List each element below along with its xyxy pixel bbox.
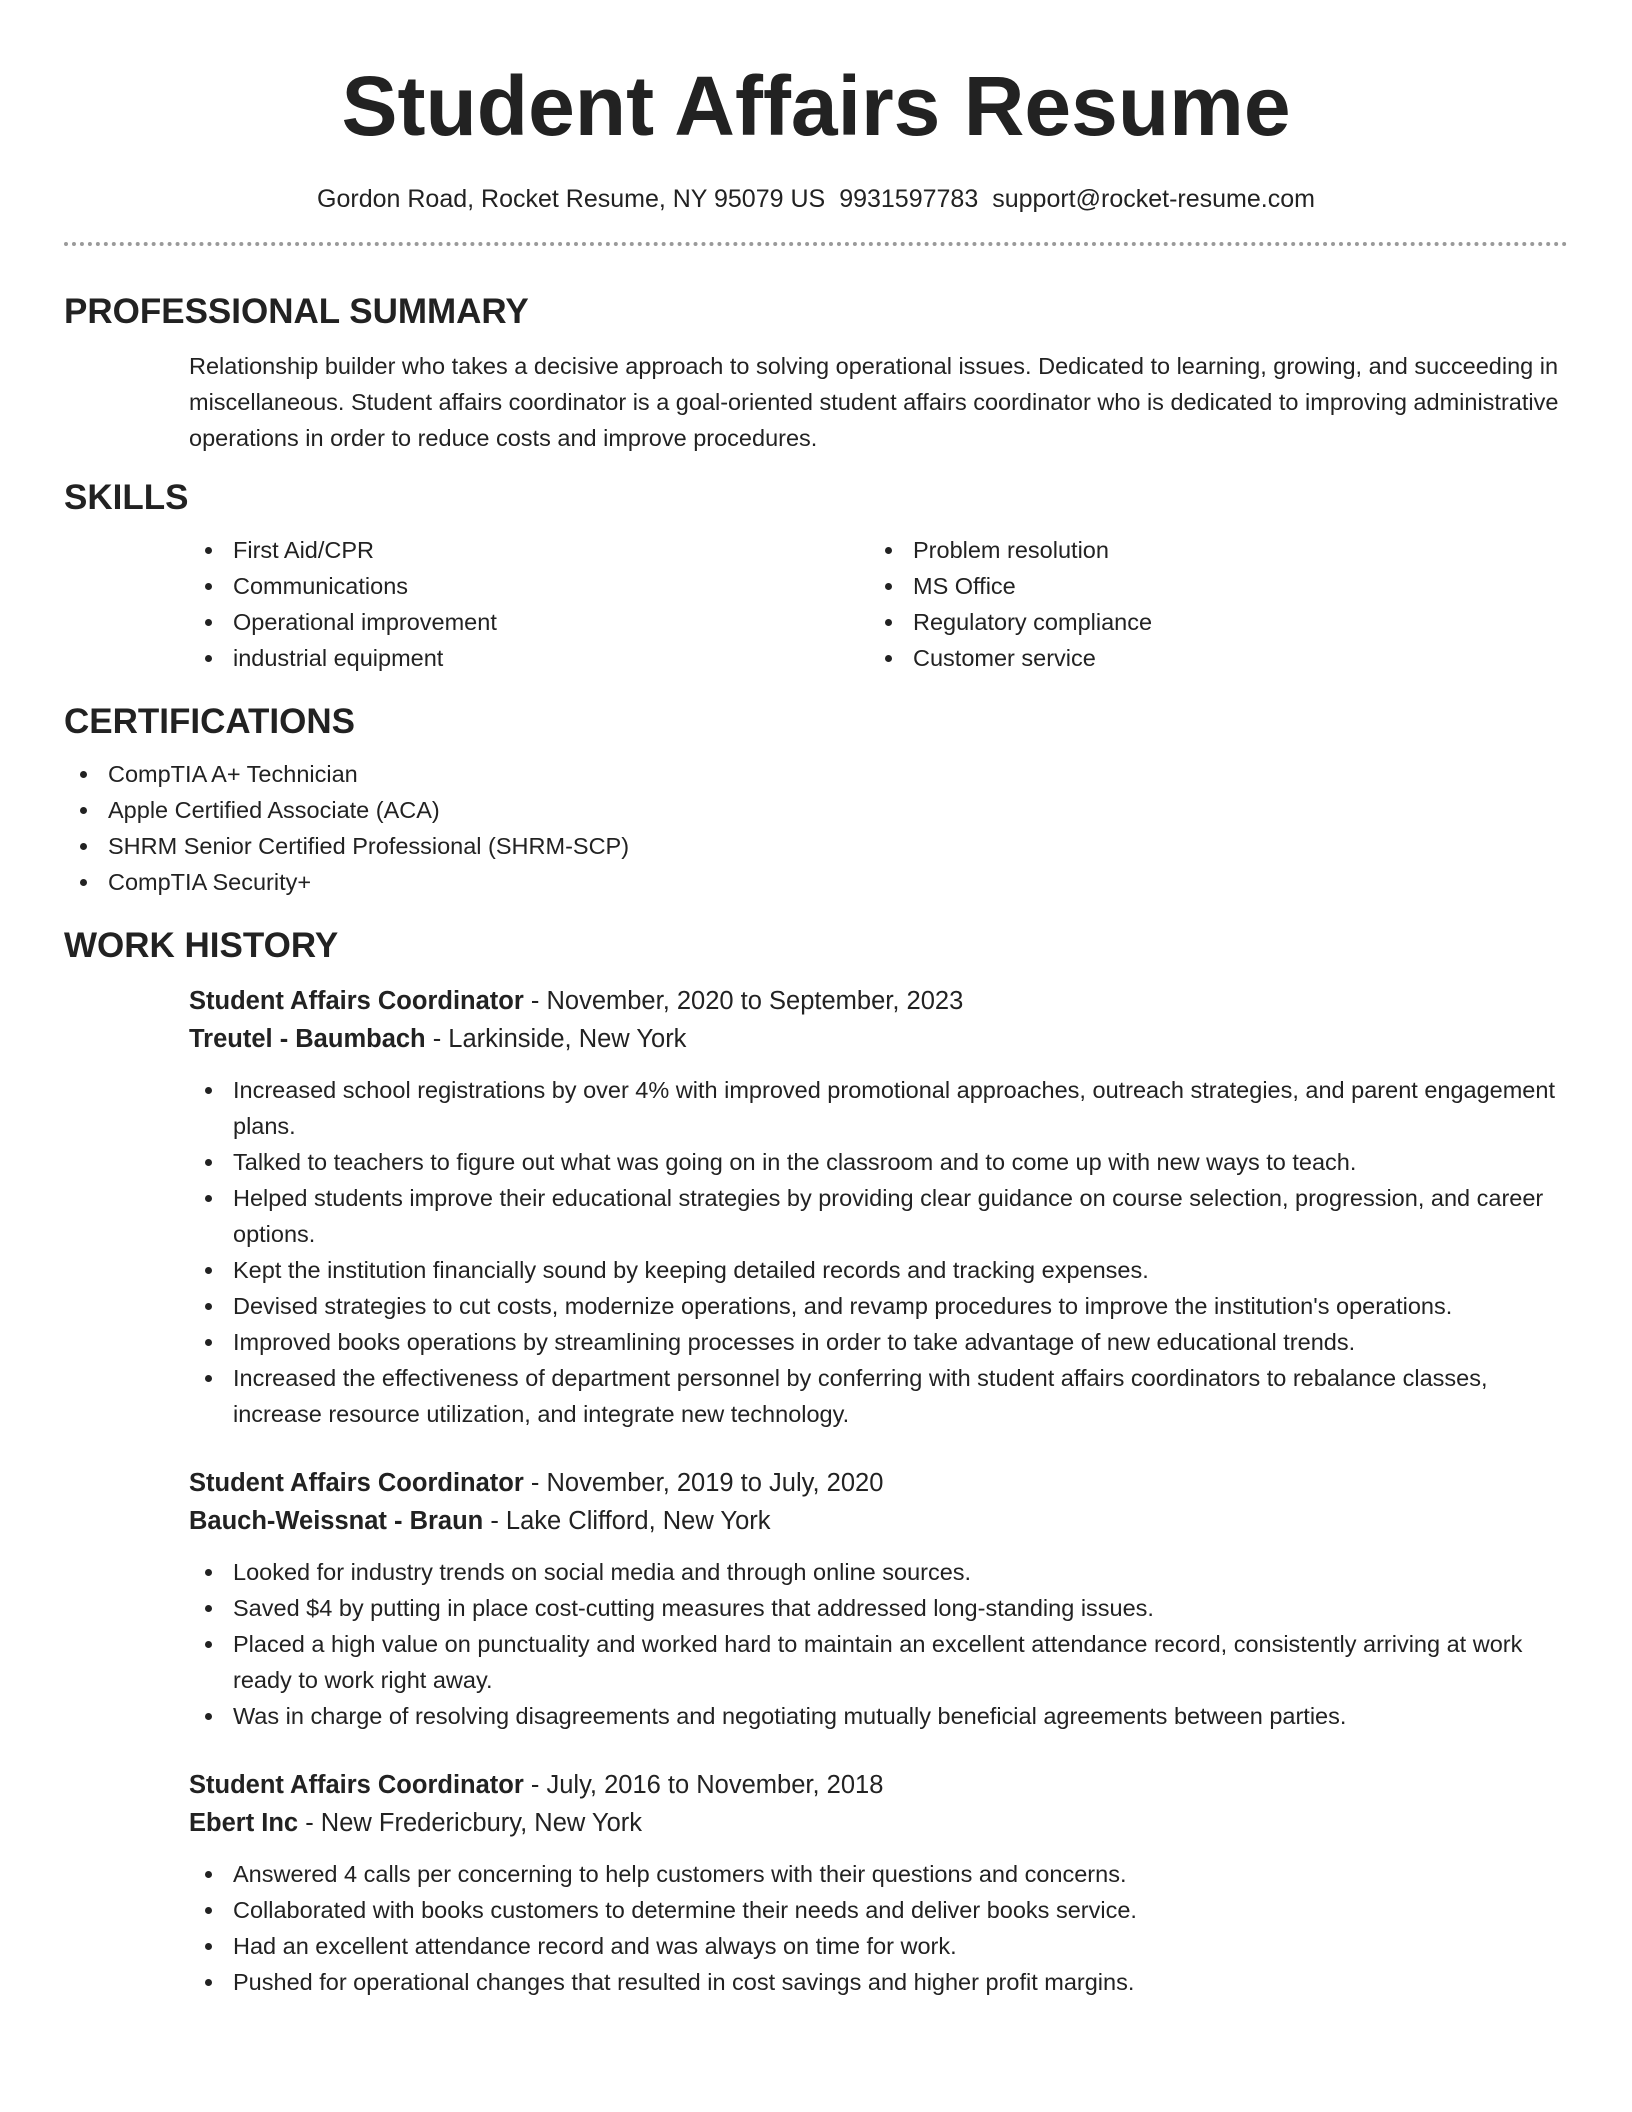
contact-line — [64, 182, 1568, 216]
summary-text: Relationship builder who takes a decisive approach to solving operational issues. Dedicated to learning, growing, and succeeding in miscellaneous. Student affairs coordinator is a goal-oriented student affairs coordinator who is dedicated to improving administrative operations in order to reduce costs and improve procedures. — [189, 353, 1559, 451]
skills-right-list — [869, 532, 1549, 676]
skill-item: Problem resolution — [869, 532, 1549, 568]
certification-item: CompTIA Security+ — [64, 864, 1568, 900]
job-bullet: Placed a high value on punctuality and worked hard to maintain an excellent attendance record, consistently arriving at work ready to work right away. — [189, 1626, 1568, 1698]
job-location: - New Fredericbury, New York — [298, 1809, 643, 1837]
job-dates: - July, 2016 to November, 2018 — [523, 1771, 884, 1799]
job-bullet: Pushed for operational changes that resulted in cost savings and higher profit margins. — [189, 1964, 1568, 2000]
skill-item: Regulatory compliance — [869, 604, 1549, 640]
job-company: Ebert Inc — [189, 1809, 299, 1837]
job-dates: - November, 2019 to July, 2020 — [523, 1469, 884, 1497]
job-company-line — [189, 1804, 1568, 1842]
contact-email: support@rocket-resume.com — [992, 185, 1315, 213]
job-title-line — [189, 982, 1568, 1020]
job-title-line — [189, 1464, 1568, 1502]
job-bullets — [189, 1072, 1568, 1432]
job-bullet: Had an excellent attendance record and was always on time for work. — [189, 1928, 1568, 1964]
job-bullet: Increased the effectiveness of department personnel by conferring with student affairs coordinators to rebalance classes, increase resource utilization, and integrate new technology. — [189, 1360, 1568, 1432]
job-bullets — [189, 1554, 1568, 1734]
job-bullet: Saved $4 by putting in place cost-cutting measures that addressed long-standing issues. — [189, 1590, 1568, 1626]
job-bullet: Looked for industry trends on social media and through online sources. — [189, 1554, 1568, 1590]
certification-item: Apple Certified Associate (ACA) — [64, 792, 1568, 828]
skill-item: MS Office — [869, 568, 1549, 604]
contact-address: Gordon Road, Rocket Resume, NY 95079 US — [317, 185, 826, 213]
contact-phone: 9931597783 — [839, 185, 979, 213]
skills-heading: SKILLS — [64, 478, 189, 517]
job-bullet: Increased school registrations by over 4% with improved promotional approaches, outreach strategies, and parent engagement plans. — [189, 1072, 1568, 1144]
job-bullet: Answered 4 calls per concerning to help customers with their questions and concerns. — [189, 1856, 1568, 1892]
skill-item: industrial equipment — [189, 640, 869, 676]
job-title: Student Affairs Coordinator — [189, 1469, 524, 1497]
certifications-heading: CERTIFICATIONS — [64, 702, 356, 741]
job-entry — [189, 1766, 1568, 2000]
skill-item: Operational improvement — [189, 604, 869, 640]
job-bullet: Talked to teachers to figure out what was going on in the classroom and to come up with new ways to teach. — [189, 1144, 1568, 1180]
job-bullet: Helped students improve their educational strategies by providing clear guidance on course selection, progression, and career options. — [189, 1180, 1568, 1252]
job-bullet: Improved books operations by streamlining processes in order to take advantage of new educational trends. — [189, 1324, 1568, 1360]
job-bullet: Devised strategies to cut costs, modernize operations, and revamp procedures to improve the institution's operations. — [189, 1288, 1568, 1324]
job-location: - Larkinside, New York — [425, 1025, 687, 1053]
skill-item: Customer service — [869, 640, 1549, 676]
job-bullet: Kept the institution financially sound by keeping detailed records and tracking expenses. — [189, 1252, 1568, 1288]
certification-item: CompTIA A+ Technician — [64, 756, 1568, 792]
certifications-list — [64, 756, 1568, 900]
job-bullet: Was in charge of resolving disagreements and negotiating mutually beneficial agreements between parties. — [189, 1698, 1568, 1734]
job-bullets — [189, 1856, 1568, 2000]
job-dates: - November, 2020 to September, 2023 — [523, 987, 964, 1015]
job-location: - Lake Clifford, New York — [483, 1507, 771, 1535]
job-title-line — [189, 1766, 1568, 1804]
resume-title: Student Affairs Resume — [341, 59, 1291, 153]
header-divider — [64, 242, 1568, 246]
job-title: Student Affairs Coordinator — [189, 1771, 524, 1799]
skills-left-list — [189, 532, 869, 676]
work-history-heading: WORK HISTORY — [64, 926, 339, 965]
job-company-line — [189, 1020, 1568, 1058]
job-company-line — [189, 1502, 1568, 1540]
skills-grid — [189, 532, 1568, 676]
job-company: Treutel - Baumbach — [189, 1025, 426, 1053]
skill-item: Communications — [189, 568, 869, 604]
job-bullet: Collaborated with books customers to determine their needs and deliver books service. — [189, 1892, 1568, 1928]
skill-item: First Aid/CPR — [189, 532, 869, 568]
job-entry — [189, 1464, 1568, 1734]
certification-item: SHRM Senior Certified Professional (SHRM-SCP) — [64, 828, 1568, 864]
job-company: Bauch-Weissnat - Braun — [189, 1507, 484, 1535]
summary-heading: PROFESSIONAL SUMMARY — [64, 292, 529, 331]
job-entry — [189, 982, 1568, 1432]
job-title: Student Affairs Coordinator — [189, 987, 524, 1015]
